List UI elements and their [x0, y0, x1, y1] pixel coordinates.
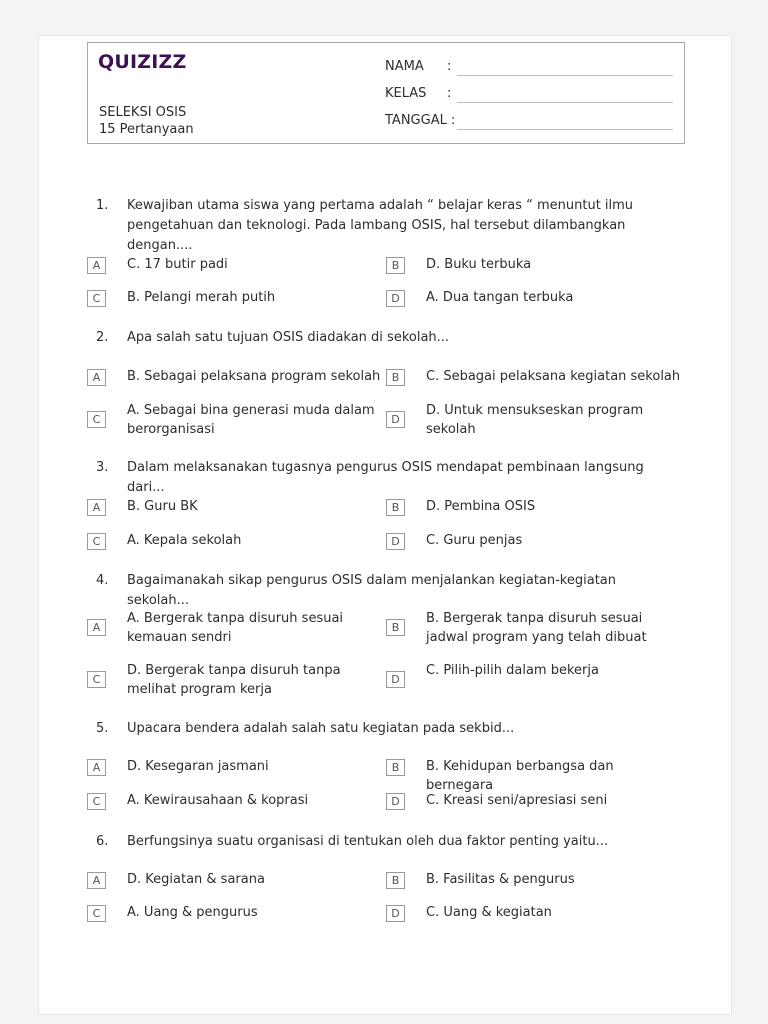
quiz-title: SELEKSI OSIS [99, 105, 187, 120]
question-text: Bagaimanakah sikap pengurus OSIS dalam menjalankan kegiatan-kegiatan sekolah... [127, 573, 617, 608]
date-line [457, 129, 673, 130]
option-letter-box: D [386, 905, 405, 922]
option-text: A. Kepala sekolah [127, 533, 242, 548]
question-number: 4. [96, 573, 109, 588]
option-letter-box: C [87, 793, 106, 810]
option-text: D. Kesegaran jasmani [127, 759, 269, 774]
option-letter-box: A [87, 872, 106, 889]
option-letter-box: C [87, 411, 106, 428]
option-text: D. Untuk mensukseskan program sekolah [426, 403, 644, 437]
option-letter-box: C [87, 533, 106, 550]
option-letter-box: C [87, 290, 106, 307]
class-colon: : [447, 86, 452, 101]
question-number: 1. [96, 198, 109, 213]
question-text: Apa salah satu tujuan OSIS diadakan di sekolah... [127, 330, 450, 345]
option-text: C. Guru penjas [426, 533, 523, 548]
option-letter-box: D [386, 411, 405, 428]
question-number: 5. [96, 721, 109, 736]
question-text: Berfungsinya suatu organisasi di tentukan oleh dua faktor penting yaitu... [127, 834, 609, 849]
option-text: A. Kewirausahaan & kopras​i [127, 793, 309, 808]
option-letter-box: C [87, 671, 106, 688]
date-label: TANGGAL : [385, 113, 456, 128]
option-letter-box: B [386, 619, 405, 636]
option-letter-box: A [87, 369, 106, 386]
option-text: D. Pembina OSIS [426, 499, 536, 514]
option-letter-box: A [87, 499, 106, 516]
option-text: B. Pelangi merah putih [127, 290, 276, 305]
option-letter-box: B [386, 499, 405, 516]
question-text: Kewajiban utama siswa yang pertama adalah “ belajar keras “ menuntut ilmu pengetahuan dan teknologi. Pada lambang OSIS, hal tersebut dilambangkan dengan.... [127, 198, 634, 253]
question-count: 15 Pertanyaan [99, 122, 194, 137]
option-text: D. Buku terbuka [426, 257, 532, 272]
option-letter-box: A [87, 257, 106, 274]
option-text: B. Sebagai pelaksana program sekolah [127, 369, 381, 384]
option-text: B. Bergerak tanpa disuruh sesuai jadwal program yang telah dibuat [426, 611, 647, 645]
option-text: C. Uang & kegiatan [426, 905, 552, 920]
option-text: B. Kehidupan berbangsa dan bernegara [426, 759, 614, 793]
option-text: C. Kreasi seni/apresiasi seni [426, 793, 608, 808]
option-letter-box: D [386, 290, 405, 307]
option-letter-box: B [386, 369, 405, 386]
name-label: NAMA [385, 59, 424, 74]
worksheet-header [87, 42, 685, 144]
option-letter-box: B [386, 759, 405, 776]
question-number: 2. [96, 330, 109, 345]
option-letter-box: A [87, 619, 106, 636]
option-text: C. 17 butir padi [127, 257, 228, 272]
option-text: B. Fasilitas & pengurus [426, 872, 575, 887]
class-line [457, 102, 673, 103]
name-line [457, 75, 673, 76]
option-text: C. Sebagai pelaksana kegiatan sekolah [426, 369, 681, 384]
question-text: Upacara bendera adalah salah satu kegiatan pada sekbid... [127, 721, 515, 736]
option-letter-box: A [87, 759, 106, 776]
class-label: KELAS [385, 86, 427, 101]
option-text: A. Dua tangan terbuka [426, 290, 574, 305]
option-text: B. Guru BK [127, 499, 198, 514]
option-text: D. Bergerak tanpa disuruh tanpa melihat program kerja [127, 663, 341, 697]
option-letter-box: C [87, 905, 106, 922]
question-number: 6. [96, 834, 109, 849]
option-letter-box: D [386, 793, 405, 810]
question-number: 3. [96, 460, 109, 475]
option-text: C. Pilih-pilih dalam bekerja [426, 663, 599, 678]
option-letter-box: B [386, 257, 405, 274]
worksheet-page [38, 35, 732, 1015]
option-text: A. Bergerak tanpa disuruh sesuai kemauan sendri [127, 611, 344, 645]
name-colon: : [447, 59, 452, 74]
option-text: D. Kegiatan & sarana [127, 872, 265, 887]
option-text: A. Uang & pengurus [127, 905, 258, 920]
option-letter-box: D [386, 671, 405, 688]
option-text: A. Sebagai bina generasi muda dalam berorganisasi [127, 403, 375, 437]
question-text: Dalam melaksanakan tugasnya pengurus OSIS mendapat pembinaan langsung dari... [127, 460, 644, 495]
option-letter-box: D [386, 533, 405, 550]
option-letter-box: B [386, 872, 405, 889]
quizizz-logo: QUIZIZZ [98, 51, 187, 73]
